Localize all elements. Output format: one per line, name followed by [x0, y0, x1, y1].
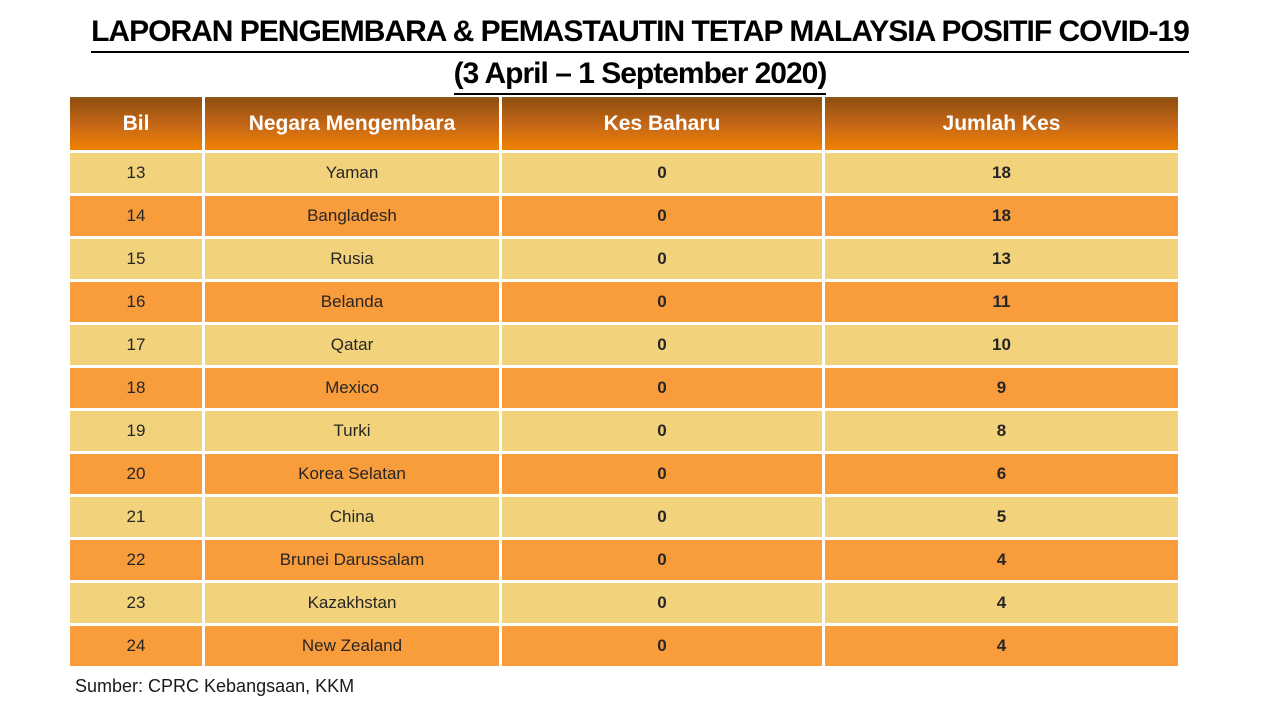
cell-negara-mengembara: Brunei Darussalam	[205, 537, 502, 580]
cell-jumlah-kes: 10	[825, 322, 1178, 365]
cell-jumlah-kes: 11	[825, 279, 1178, 322]
cell-jumlah-kes: 6	[825, 451, 1178, 494]
column-header-negara: Negara Mengembara	[205, 97, 502, 150]
cell-negara-mengembara: Yaman	[205, 150, 502, 193]
cell-bil: 18	[70, 365, 205, 408]
cell-jumlah-kes: 4	[825, 537, 1178, 580]
cell-negara-mengembara: China	[205, 494, 502, 537]
cell-kes-baharu: 0	[502, 365, 825, 408]
table-row	[70, 322, 1178, 365]
cell-negara-mengembara: Kazakhstan	[205, 580, 502, 623]
table-row	[70, 623, 1178, 666]
cell-bil: 20	[70, 451, 205, 494]
table-row	[70, 279, 1178, 322]
cell-negara-mengembara: New Zealand	[205, 623, 502, 666]
cell-bil: 21	[70, 494, 205, 537]
cell-bil: 13	[70, 150, 205, 193]
cell-negara-mengembara: Rusia	[205, 236, 502, 279]
table-header	[70, 97, 1178, 150]
table-body	[70, 150, 1178, 666]
cell-bil: 16	[70, 279, 205, 322]
cell-jumlah-kes: 4	[825, 623, 1178, 666]
cell-bil: 19	[70, 408, 205, 451]
title-text-1: LAPORAN PENGEMBARA & PEMASTAUTIN TETAP MALAYSIA POSITIF COVID-19	[91, 13, 1189, 53]
cell-kes-baharu: 0	[502, 322, 825, 365]
column-header-jumlah-kes: Jumlah Kes	[825, 97, 1178, 150]
cell-bil: 23	[70, 580, 205, 623]
cell-kes-baharu: 0	[502, 408, 825, 451]
cell-jumlah-kes: 8	[825, 408, 1178, 451]
cell-bil: 15	[70, 236, 205, 279]
cell-negara-mengembara: Bangladesh	[205, 193, 502, 236]
cell-bil: 24	[70, 623, 205, 666]
table-row	[70, 494, 1178, 537]
page-title	[0, 13, 1280, 97]
table-row	[70, 193, 1178, 236]
cell-jumlah-kes: 4	[825, 580, 1178, 623]
table-row	[70, 236, 1178, 279]
column-header-bil: Bil	[70, 97, 205, 150]
table-row	[70, 537, 1178, 580]
cell-kes-baharu: 0	[502, 537, 825, 580]
cell-kes-baharu: 0	[502, 494, 825, 537]
cell-jumlah-kes: 5	[825, 494, 1178, 537]
cell-jumlah-kes: 18	[825, 193, 1178, 236]
cell-negara-mengembara: Qatar	[205, 322, 502, 365]
table-row	[70, 150, 1178, 193]
cell-bil: 14	[70, 193, 205, 236]
cell-jumlah-kes: 9	[825, 365, 1178, 408]
cell-kes-baharu: 0	[502, 279, 825, 322]
title-line-1	[0, 13, 1280, 55]
source-note: Sumber: CPRC Kebangsaan, KKM	[75, 676, 355, 696]
table-row	[70, 580, 1178, 623]
cell-negara-mengembara: Korea Selatan	[205, 451, 502, 494]
cell-kes-baharu: 0	[502, 451, 825, 494]
cell-kes-baharu: 0	[502, 150, 825, 193]
cell-kes-baharu: 0	[502, 623, 825, 666]
title-text-2: (3 April – 1 September 2020)	[454, 55, 827, 95]
column-header-kes-baharu: Kes Baharu	[502, 97, 825, 150]
cell-kes-baharu: 0	[502, 193, 825, 236]
cell-bil: 22	[70, 537, 205, 580]
cell-jumlah-kes: 13	[825, 236, 1178, 279]
covid-cases-table	[70, 97, 1178, 666]
cell-negara-mengembara: Mexico	[205, 365, 502, 408]
title-line-2	[0, 55, 1280, 97]
cell-negara-mengembara: Belanda	[205, 279, 502, 322]
cell-kes-baharu: 0	[502, 580, 825, 623]
table-row	[70, 408, 1178, 451]
table-row	[70, 365, 1178, 408]
table-row	[70, 451, 1178, 494]
cell-kes-baharu: 0	[502, 236, 825, 279]
cell-jumlah-kes: 18	[825, 150, 1178, 193]
table-header-row	[70, 97, 1178, 150]
cell-bil: 17	[70, 322, 205, 365]
cell-negara-mengembara: Turki	[205, 408, 502, 451]
